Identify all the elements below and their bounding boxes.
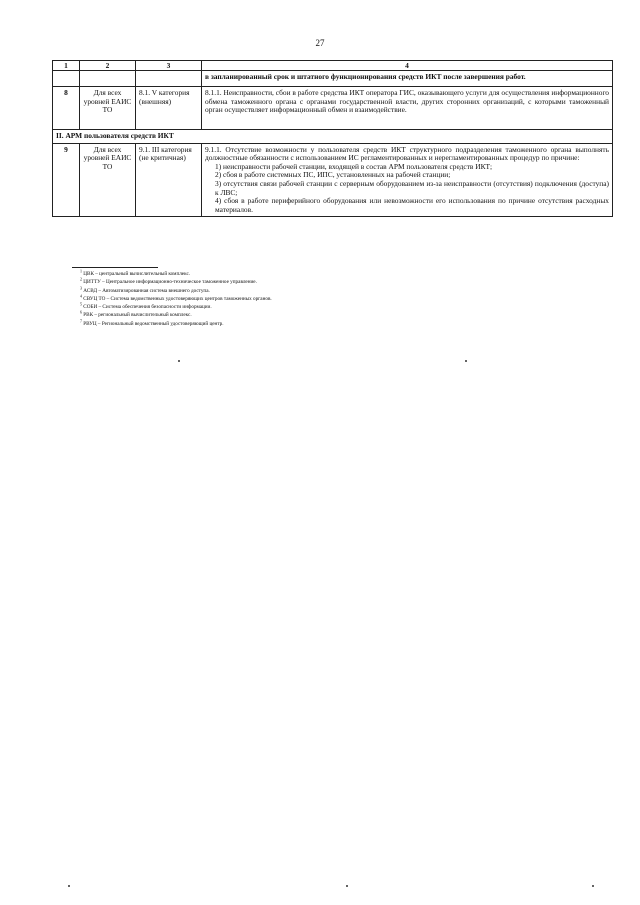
continuation-text: в запланированный срок и штатного функционирования средств ИКТ после завершения работ. (202, 71, 613, 87)
footnote: $^2$ ЦИТТУ – Центральное информационно-техническое таможенное управление. (80, 276, 257, 286)
section-row (53, 130, 613, 144)
list-item: 4) сбоя в работе периферийного оборудования или невозможности его использования по причине отсутствия расходных материалов. (215, 196, 609, 214)
list-item: 2) сбоя в работе системных ПС, ИПС, установленных на рабочей станции; (215, 170, 451, 180)
column-header: 2 (80, 61, 136, 71)
footnote: $^3$ АСВД – Автоматизированная система внешнего доступа. (80, 284, 210, 294)
row-category: 9.1. III категория (не критичная) (136, 143, 202, 217)
scan-speck (68, 885, 70, 887)
row-number: 8 (53, 87, 80, 130)
row-description: 8.1.1. Неисправности, сбои в работе средства ИКТ оператора ГИС, оказывающего услуги для осуществления информационного обмена таможенного органа с органами государственной власти, других сторонних организаций, с которыми таможенный орган осуществляет информационный обмен и взаимодействие. (202, 87, 613, 130)
row-number: 9 (53, 143, 80, 217)
footnote: $^5$ СОБИ – Система обеспечения безопасности информации. (80, 301, 212, 311)
row-description (202, 143, 613, 217)
footnote: $^7$ РВУЦ – Региональный ведомственный удостоверяющий центр. (80, 318, 224, 327)
scan-speck (592, 885, 594, 887)
scan-speck (346, 885, 348, 887)
section-title: II. АРМ пользователя средств ИКТ (53, 130, 613, 144)
list-item: 3) отсутствия связи рабочей станции с серверным оборудованием из-за неисправности (отсутствия) подключения (доступа) к ЛВС; (215, 178, 609, 197)
column-header: 1 (53, 61, 80, 71)
row-level: Для всех уровней ЕАИС ТО (80, 143, 136, 217)
table-row (53, 87, 613, 130)
footnote: $^4$ СВУЦ ТО – Система ведомственных удостоверяющих центров таможенных органов. (80, 293, 272, 302)
incident-category-table (52, 60, 613, 217)
table-header-row (53, 61, 613, 71)
column-header: 3 (136, 61, 202, 71)
scan-speck (178, 360, 180, 362)
list-item: 1) неисправности рабочей станции, входящей в состав АРМ пользователя средств ИКТ; (215, 161, 493, 171)
row-category: 8.1. V категория (внешняя) (136, 87, 202, 130)
footnote: $^6$ РВК – региональный вычислительный комплекс. (80, 309, 192, 319)
footnote: $^1$ ЦВК – центральный вычислительный комплекс. (80, 268, 191, 277)
scan-speck (465, 360, 467, 362)
page-number: 27 (315, 38, 325, 48)
footnote-divider (72, 267, 158, 268)
continuation-row (53, 71, 613, 87)
row-level: Для всех уровней ЕАИС ТО (80, 87, 136, 130)
footnotes (80, 270, 580, 328)
row-intro: 9.1.1. Отсутствие возможности у пользователя средств ИКТ структурного подразделения таможенного органа выполнять должностные обязанности с использованием ИС регламентированных и нерегламентированных процедур по причине: (205, 144, 609, 163)
column-header: 4 (202, 61, 613, 71)
table-row (53, 143, 613, 217)
